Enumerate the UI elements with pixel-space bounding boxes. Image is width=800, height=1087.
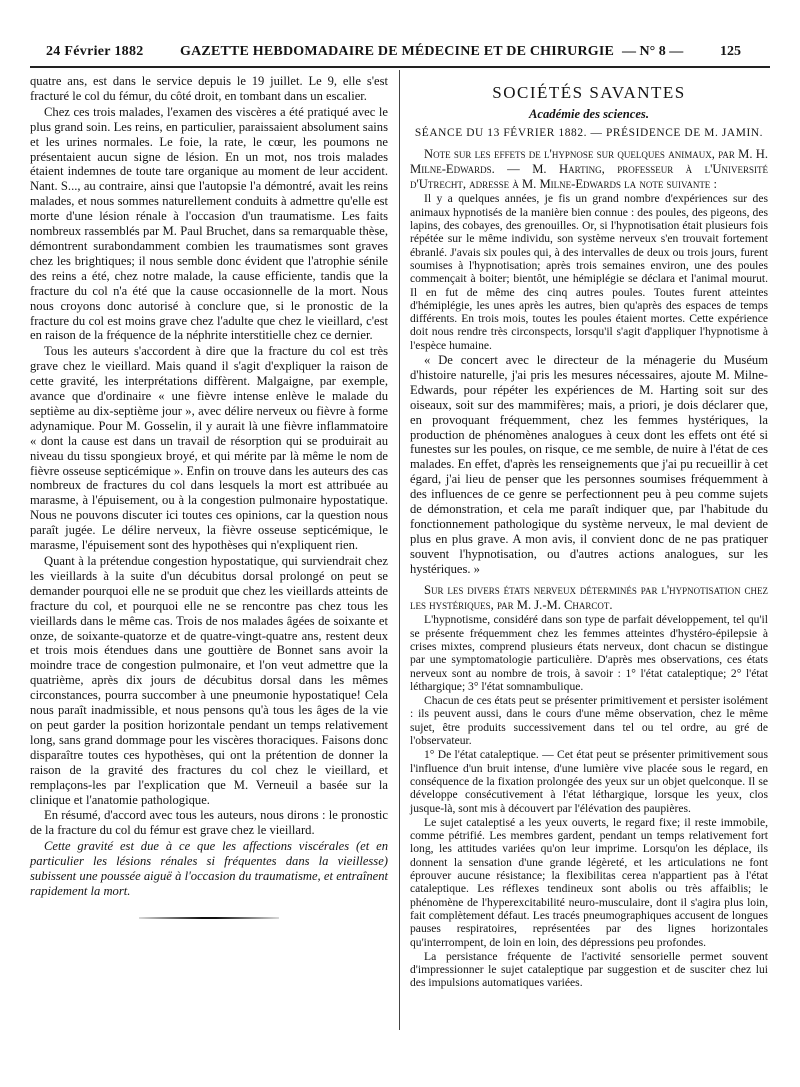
paragraph: Chacun de ces états peut se présenter primitivement et persister isolément : ils peuvent aussi, dans le cours d'une même observation, chez le même sujet, être produits successivement dans tel ou tel ordre, au gré de l'observateur. <box>410 694 768 748</box>
header-page-number: 125 <box>720 44 741 59</box>
paragraph: Quant à la prétendue congestion hypostatique, qui surviendrait chez les vieillards à la suite d'un décubitus dorsal prolongé on peut se demander pourquoi elle ne se produit que chez les vieillards atteints de fracture du col, et pourquoi elle ne se rencontre pas chez tous les vieillards dans le même cas. Trois de nos malades âgées de soixante et onze, de soixante-quatorze et de quatre-vingt-quatre ans, restent deux et trois mois étendues dans une gouttière de Bonnet sans avoir la moindre trace de congestion pulmonaire, et l'on veut admettre que la quatrième, après dix jours de décubitus dorsal dans les mêmes circonstances, pourra succomber à une pneumonie hypostatique! Cela nous paraît inadmissible, et nous pensons qu'à tous les âges de la vie on peut garder la position horizontale pendant un temps relativement long, sans grand dommage pour les viscères thoraciques. Faisons donc disparaître toutes ces hypothèses, qui ont la prétention de donner la raison de la gravité des fractures du col chez le vieillard, et remplaçons-les par l'explication que M. Verneuil a basée sur la clinique et l'anatomie pathologique. <box>30 554 388 807</box>
end-rule <box>139 917 279 919</box>
note-author: par M. J.-M. Charcot. <box>493 597 613 612</box>
paragraph: Le sujet cataleptisé a les yeux ouverts, le regard fixe; il reste immobile, comme pétrifié. Les membres gardent, pendant un temps relativement fort long, les attitudes variées qu'on leur imprime. Lorsqu'on les déplace, ils donnent la sensation d'une grande légèreté, et les articulations ne font éprouver aucune résistance; la flexibilitas cerea n'appartient pas à l'état cataleptique. Les réflexes tendineux sont abolis ou très affaiblis; le phénomène de l'hyperexcitabilité neuro-musculaire, dont il s'agira plus loin, fait complètement défaut. Les tracés pneumographiques accusent de longues pauses respiratoires, représentées par des lignes horizontales qu'interrompent, de loin en loin, des dépressions peu profondes. <box>410 815 768 949</box>
paragraph: « De concert avec le directeur de la ménagerie du Muséum d'histoire naturelle, j'ai pris les mesures nécessaires, ajoute M. Milne-Edwards, pour répéter les expériences de M. Harting soit sur des oiseaux, soit sur des mammifères; mais, a priori, je dois déclarer que, en provoquant fréquemment, chez les femmes hystériques, la production de phénomènes analogues à ceux dont les effets ont été si funestes sur les poules, on risque, ce me semble, de nuire à l'état de ces malades. En effet, d'après les renseignements que j'ai pu recueillir à cet égard, j'ai lieu de penser que les personnes soumises fréquemment à des influences de ce genre se perfectionnent peu à peu comme sujets de démonstration, et cela me paraît indiquer que, par l'habitude du fonctionnement pathologique du système nerveux, le mal devient de plus en plus grave. A mon avis, il convient donc de ne pas pratiquer souvent l'hypnotisation, ou d'autres actions analogues, sur les hystériques. » <box>410 353 768 576</box>
header-date: 24 Février 1882 <box>46 44 144 59</box>
paragraph: Chez ces trois malades, l'examen des viscères a été pratiqué avec le plus grand soin. Les reins, en particulier, paraissaient absolument sains et les urines normales. Le foie, la rate, le cœur, les poumons ne présentaient aucun signe de lésion. En un mot, nos trois malades étaient indemnes de toute tare organique au moment de leur accident. Nant. S..., au contraire, ainsi que l'autopsie l'a démontré, avait les reins malades, et nous sommes naturellement conduits à admettre qu'elle est morte d'une lésion rénale à l'occasion d'un traumatisme. Les faits nombreux rassemblés par M. Paul Bruchet, dans sa remarquable thèse, démontrent surabondamment combien les traumatismes sont graves chez les brightiques; il nous semble donc évident que l'atrophie sénile des reins a été, chez notre malade, la cause efficiente, tandis que la fracture du col n'a été que la cause occasionnelle de la mort. Nous nous croyons donc autorisé à conclure que, si le pronostic de la fracture du col est moins grave chez l'adulte que chez le vieillard, c'est en raison de la fréquence de la néphrite interstitielle chez ce dernier. <box>30 104 388 343</box>
left-column <box>30 74 388 919</box>
header-issue-number: — N° 8 — <box>622 44 684 59</box>
note-title: Note sur les effets de l'hypnose sur quelques animaux, <box>424 146 715 161</box>
conclusion-paragraph: Cette gravité est due à ce que les affections viscérales (et en particulier les lésions rénales si fréquentes dans la vieillesse) subissent une poussée aiguë à l'occasion du traumatisme, et entraînent rapidement la mort. <box>30 839 388 898</box>
right-column <box>410 84 768 991</box>
seance-line: SÉANCE DU 13 FÉVRIER 1882. — PRÉSIDENCE DE M. JAMIN. <box>414 126 764 139</box>
subsection-title: Académie des sciences. <box>529 106 649 121</box>
paragraph: Il y a quelques années, je fis un grand nombre d'expériences sur des animaux hypnotisés de la manière bien connue : des poules, des pigeons, des lapins, des cobayes, des grenouilles. Or, si l'hypnotisation était plusieurs fois répétée sur le même individu, son système nerveux s'en trouvait fortement ébranlé. J'avais six poules qui, à des intervalles de deux ou trois jours, furent soumises à l'hypnotisation; après trois semaines environ, une des poules commençait à boiter; bientôt, une hémiplégie se déclara et l'animal mourut. Il en fut de même des cinq autres poules. Toutes furent atteintes d'hémiplégie, les unes après les autres, bien qu'après des espaces de temps différents. En trois mois, toutes les poules étaient mortes. Cette expérience doit nous rendre très circonspects, lorsqu'il s'agit d'appliquer l'hypnotisme à l'espèce humaine. <box>410 192 768 352</box>
note-title: Sur les divers états nerveux déterminés par l'hypnotisation chez les hystériques, <box>410 582 768 612</box>
header-journal-title: GAZETTE HEBDOMADAIRE DE MÉDECINE ET DE CHIRURGIE <box>180 44 615 59</box>
paragraph: En résumé, d'accord avec tous les auteurs, nous dirons : le pronostic de la fracture du col du fémur est grave chez le vieillard. <box>30 808 388 838</box>
paragraph: L'hypnotisme, considéré dans son type de parfait développement, tel qu'il se présente fréquemment chez les femmes atteintes d'hystéro-épilepsie à crises mixtes, comprend plusieurs états nerveux, dont chacun se distingue par une symptomatologie particulière. D'après mes observations, ces états nerveux sont au nombre de trois, à savoir : 1° l'état cataleptique; 2° l'état léthargique; 3° l'état somnambulique. <box>410 613 768 693</box>
paragraph: 1° De l'état cataleptique. — Cet état peut se présenter primitivement sous l'influence d'un bruit intense, d'une lumière vive placée sous le regard, en conséquence de la fixation prolongée des yeux sur un objet quelconque. Il se développe consécutivement à l'état léthargique, lorsque les yeux, clos jusque-là, sont mis à découvert par l'élévation des paupières. <box>410 748 768 815</box>
column-divider <box>399 70 400 1030</box>
note-heading <box>410 583 768 613</box>
header-rule <box>30 66 770 68</box>
paragraph: Tous les auteurs s'accordent à dire que la fracture du col est très grave chez le vieillard. Mais quand il s'agit d'expliquer la raison de cette gravité, les interprétations diffèrent. Malgaigne, par exemple, avance que d'ordinaire « une fièvre intense enlève le malade du septième au dix-septième jour », avec délire nerveux ou fièvre à forme adynamique. Pour M. Gosselin, il y aurait là une fièvre inflammatoire « dont la cause est dans un travail de résorption qui se produirait au niveau du tissu spongieux broyé, et qui mérite par là même le nom de fièvre osseuse septicémique ». Enfin on trouve dans les auteurs des cas nombreux de fractures du col dans lesquels la mort est attribuée au marasme, à l'épuisement, ou à la congestion pulmonaire hypostatique. Nous ne pouvons discuter ici toutes ces opinions, car la question nous paraît jugée. Le délire nerveux, la fièvre osseuse septicémique, le marasme, l'épuisement sont des hypothèses qui n'expliquent rien. <box>30 344 388 553</box>
note-author: par M. H. Milne-Edwards. — M. Harting, professeur à l'Université d'Utrecht, adresse à M. Milne-Edwards la note suivante : <box>410 146 769 191</box>
section-title: SOCIÉTÉS SAVANTES <box>492 83 686 102</box>
page-header <box>30 40 770 64</box>
note-heading <box>410 147 768 192</box>
paragraph: La persistance fréquente de l'activité sensorielle permet souvent d'impressionner le sujet cataleptique par suggestion et de susciter chez lui des impulsions automatiques variées. <box>410 949 768 990</box>
paragraph: quatre ans, est dans le service depuis le 19 juillet. Le 9, elle s'est fracturé le col du fémur, du côté droit, en tombant dans un escalier. <box>30 74 388 103</box>
